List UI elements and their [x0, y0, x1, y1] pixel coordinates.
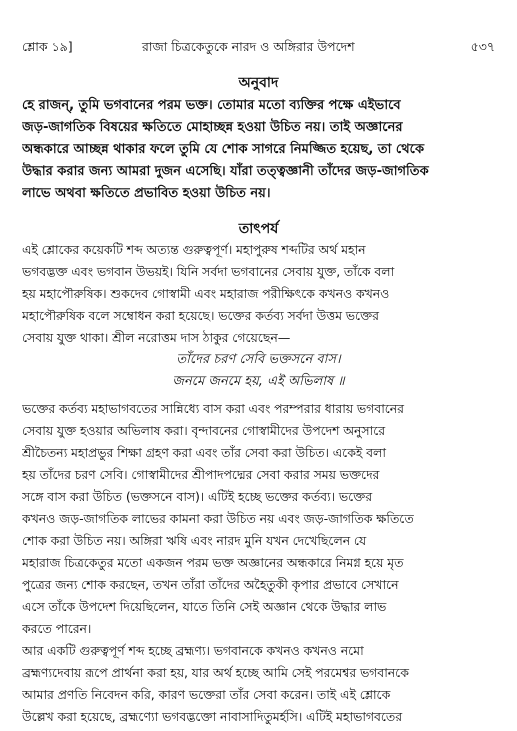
purport-line: শ্রীচৈতন্য মহাপ্রভুর শিক্ষা গ্রহণ করা এবং তাঁর সেবা করা উচিত। একেই বলা	[22, 445, 386, 460]
translation-line: হে রাজন্‌, তুমি ভগবানের পরম ভক্ত। তোমার মতো ব্যক্তির পক্ষে এইভাবে	[22, 98, 401, 113]
purport-line: মহারাজ চিত্রকেতুর মতো একজন পরম ভক্ত অজ্ঞানের অন্ধকারে নিমগ্ন হয়ে মৃত	[22, 555, 404, 570]
purport-line: সেবায় যুক্ত থাকা। শ্রীল নরোত্তম দাস ঠাকুর গেয়েছেন—	[22, 330, 291, 345]
purport-line: উল্লেখ করা হয়েছে, ব্রহ্মণ্যো ভগবদ্ভক্তো নাবাসাদিতুমর্হসি। এটিই মহাভাগবতের	[22, 709, 402, 724]
purport-paragraph-3	[22, 640, 496, 728]
purport-heading: তাৎপর্য	[238, 221, 279, 237]
purport-line: করতে পারেন।	[22, 621, 92, 636]
page-number: ৫৩৭	[470, 39, 495, 54]
purport-line: ভগবদ্ভক্ত এবং ভগবান উভয়ই। যিনি সর্বদা ভগবানের সেবায় যুক্ত, তাঁকে বলা	[22, 264, 395, 279]
translation-line: উদ্ধার করার জন্য আমরা দুজন এসেছি। যাঁরা তত্ত্বজ্ঞানী তাঁদের জড়-জাগতিক	[22, 164, 429, 179]
translation-line: লাভে অথবা ক্ষতিতে প্রভাবিত হওয়া উচিত নয়।	[22, 186, 271, 201]
purport-line: আমার প্রণতি নিবেদন করি, কারণ ভক্তেরা তাঁর সেবা করেন। তাই এই শ্লোকে	[22, 687, 391, 702]
purport-line: সেবায় যুক্ত হওয়ার অভিলাষ করা। বৃন্দাবনের গোস্বামীদের উপদেশ অনুসারে	[22, 423, 386, 438]
translation-line: জড়-জাগতিক বিষয়ের ক্ষতিতে মোহাচ্ছন্ন হওয়া উচিত নয়। তাই অজ্ঞানের	[22, 120, 403, 135]
translation-line: অন্ধকারে আচ্ছন্ন থাকার ফলে তুমি যে শোক সাগরে নিমজ্জিত হয়েছ, তা থেকে	[22, 142, 425, 157]
purport-line: হয় তাঁদের চরণ সেবি। গোস্বামীদের শ্রীপাদপদ্মের সেবা করার সময় ভক্তদের	[22, 467, 380, 482]
purport-line: ব্রহ্মণ্যদেবায় রূপে প্রার্থনা করা হয়, যার অর্থ হচ্ছে আমি সেই পরমেশ্বর ভগবানকে	[22, 665, 409, 680]
purport-paragraph-2	[22, 398, 496, 640]
purport-line: এই শ্লোকের কয়েকটি শব্দ অত্যন্ত গুরুত্বপূর্ণ। মহাপুরুষ শব্দটির অর্থ মহান	[22, 242, 366, 257]
verse-reference: শ্লোক ১৯]	[22, 39, 73, 54]
quoted-verse	[0, 349, 517, 393]
purport-line: শোক করা উচিত নয়। অঙ্গিরা ঋষি এবং নারদ মুনি যখন দেখেছিলেন যে	[22, 533, 367, 548]
purport-line: আর একটি গুরুত্বপূর্ণ শব্দ হচ্ছে ব্রহ্মণ্য। ভগবানকে কখনও কখনও নমো	[22, 643, 364, 658]
purport-line: কখনও জড়-জাগতিক লাভের কামনা করা উচিত নয় এবং জড়-জাগতিক ক্ষতিতে	[22, 511, 414, 526]
purport-line: এসে তাঁকে উপদেশ দিয়েছিলেন, যাতে তিনি সেই অজ্ঞান থেকে উদ্ধার লাভ	[22, 599, 387, 614]
purport-line: মহাপৌরুষিক বলে সম্বোধন করা হয়েছে। ভক্তের কর্তব্য সর্বদা উত্তম ভক্তের	[22, 308, 379, 323]
purport-paragraph-1	[22, 239, 496, 349]
verse-line: জনমে জনমে হয়, এই অভিলাষ ॥	[172, 374, 345, 389]
purport-line: ভক্তের কর্তব্য মহাভাগবতের সান্নিধ্যে বাস করা এবং পরম্পরার ধারায় ভগবানের	[22, 401, 404, 416]
page-header	[22, 39, 495, 57]
translation-text	[22, 95, 496, 205]
chapter-title: রাজা চিত্রকেতুকে নারদ ও অঙ্গিরার উপদেশ	[142, 39, 355, 54]
verse-line: তাঁদের চরণ সেবি ভক্তসনে বাস।	[176, 352, 341, 367]
translation-heading: অনুবাদ	[238, 75, 279, 91]
purport-line: হয় মহাপৌরুষিক। শুকদেব গোস্বামী এবং মহারাজ পরীক্ষিৎকে কখনও কখনও	[22, 286, 390, 301]
purport-line: সঙ্গে বাস করা উচিত (ভক্তসনে বাস)। এটিই হচ্ছে ভক্তের কর্তব্য। ভক্তের	[22, 489, 372, 504]
purport-line: পুত্রের জন্য শোক করছেন, তখন তাঁরা তাঁদের অহৈতুকী কৃপার প্রভাবে সেখানে	[22, 577, 399, 592]
